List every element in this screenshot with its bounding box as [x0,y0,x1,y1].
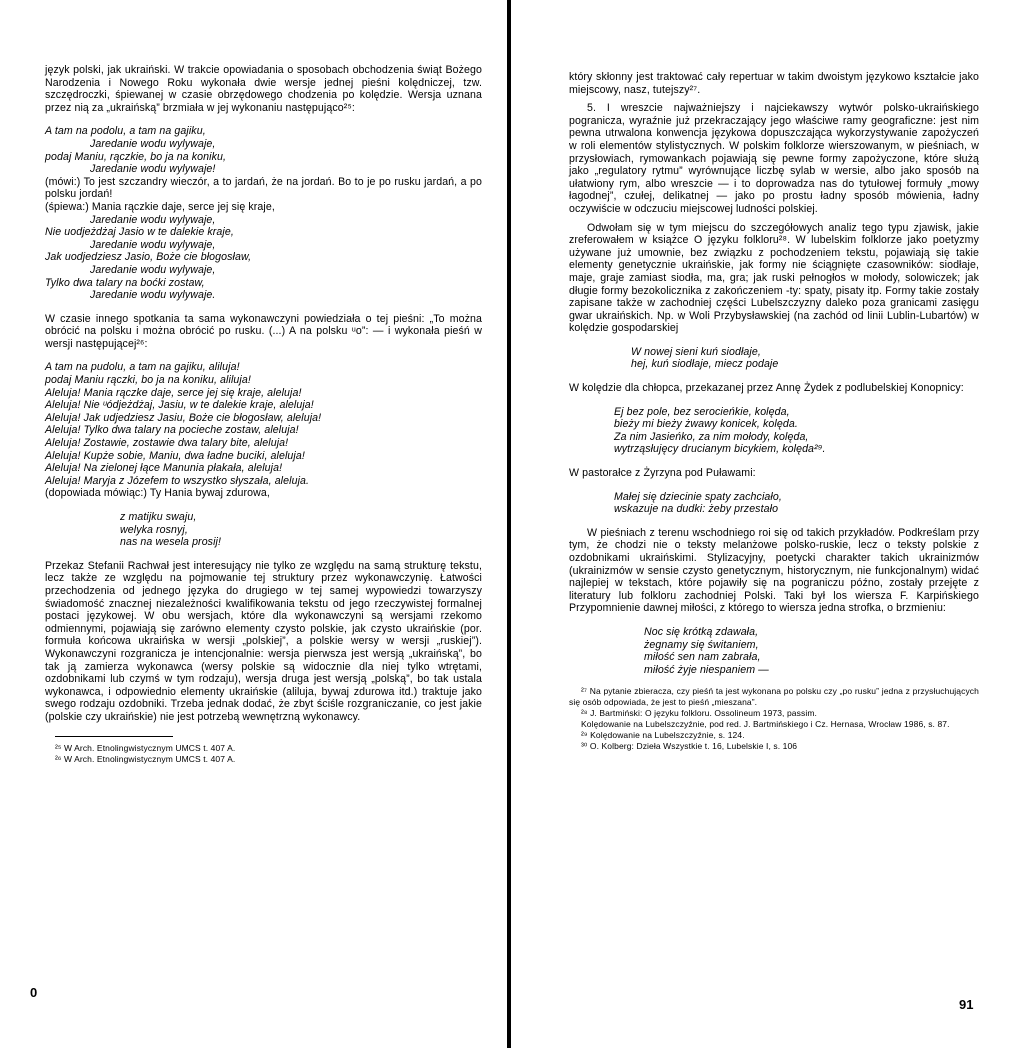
left-verse-2 [45,361,482,500]
left-footnotes [45,743,482,765]
footnote: Kolędowanie na Lubelszczyźnie, pod red. J. Bartmińskiego i Cz. Hernasa, Wrocław 1986, s. 87. [581,719,950,730]
right-verse-4 [569,626,979,676]
verse-line: Aleluja! Na zielonej łące Manunia płakała, aleluja! [45,462,283,475]
left-page [0,0,507,1048]
verse-line: Małej się dziecinie spaty zachciało, [614,490,782,503]
right-page [511,0,1024,1048]
right-paragraph-2: 5. I wreszcie najważniejszy i najciekawszy wytwór polsko-ukraińskiego pogranicza, wyraźnie już przekraczający jego właściwe ramy geograficzne: jest nim pewna utrwalona konwencja językowa dopuszczająca wykorzystywanie zapożyczeń w roli elementów stylistycznych. W polskim folklorze wierszowanym, w pieśniach, w przysłowiach, rymowankach pojawiają się pewne formy zapożyczone, które służą jako „regulatory rytmu” wyrównujące liczbę sylab w wersie, albo jako sposób na ułatwiony rym, albo wreszcie — i to doprowadza nas do tytułowej formuły „mowy łagodnej”, czułej, delikatnej — jako po prostu ładny sposób mówienia, ładny oczywiście w odczuciu miejscowej ludności polskiej. [569,102,979,215]
verse-spoken-line: (mówi:) To jest szczandry wieczór, a to jardań, że na jordań. Bo to je po rusku jardań, a po polsku jordań! [45,175,482,201]
left-paragraph-2: W czasie innego spotkania ta sama wykonawczyni powiedziała o tej pieśni: „To można obrócić na polsku i można obrócić po rusku. (...) A na polsku ᵘo”: — i wykonała pieśń w wersji następującej²⁶: [45,312,482,350]
verse-line: A tam na podolu, a tam na gajiku, [45,125,206,138]
verse-line: miłość żyje niespaniem — [644,663,769,676]
verse-line: bieży mi bieży żwawy konicek, kolęda. [614,418,798,431]
verse-line: Jak uodjedziesz Jasio, Boże cie błogosław, [45,251,252,264]
verse-line: A tam na pudolu, a tam na gajiku, aliluja! [45,361,240,374]
page-number: 91 [959,997,974,1012]
verse-line: (dopowiada mówiąc:) Ty Hania bywaj zdurowa, [45,487,270,500]
verse-line: z matijku swaju, [120,511,197,523]
left-verse-3 [45,511,482,549]
verse-line: wytrząsłujęcy drucianym bicykiem, kolęda²⁹. [614,443,826,456]
verse-line: Aleluja! Zostawie, zostawie dwa talary bite, aleluja! [45,437,289,450]
verse-line: Jaredanie wodu wylywaje. [90,289,216,302]
right-verse-1 [569,346,979,371]
verse-line: Aleluja! Maryja z Józefem to wszystko słyszała, aleluja. [45,474,310,487]
verse-line: podaj Maniu rączki, bo ja na koniku, aliluja! [45,374,251,387]
verse-line: Tylko dwa talary na boćki zostaw, [45,276,205,289]
left-paragraph-1: język polski, jak ukraiński. W trakcie opowiadania o sposobach obchodzenia świąt Bożego Narodzenia i Nowego Roku wykonała dwie wersje jednej pieśni kolędniczej, tzw. szczędroczki, śpiewanej w czasie obrzędowego chodzenia po kolędzie. Wersja uznana przez nią za „ukraińską” brzmiała w jej wykonaniu następująco²⁵: [45,64,482,114]
footnote: ²⁶ W Arch. Etnolingwistycznym UMCS t. 407 A. [55,753,236,764]
left-paragraph-3: Przekaz Stefanii Rachwał jest interesujący nie tylko ze względu na samą strukturę tekstu, lecz także ze względu na pojmowanie tej struktury przez wykonawczynię. Łatwości przechodzenia od jednego języka do drugiego w tej samej wypowiedzi towarzyszy świadomość znacznej niezależności kwalifikowania tekstu od jego rzeczywistej formalnej postaci językowej. W obu wersjach, które dla wykonawczyni są wersjami rzekomo odmiennymi, pojawiają się zarówno elementy czysto polskie, jak czysto ukraińskie (por. formuła końcowa ukraińska w wersji „polskiej”, a polskie wersy w wersji „ruskiej”). Wykonawczyni rozgranicza je intencjonalnie: wersja pierwsza jest wersją „ukraińską”, bo tak ją zamierza wykonawca (wersy polskie są widocznie dla niej tylko wtrętami, ozdobnikami lub czymś w tym rodzaju), wersja druga jest wersją „polską”, bo tak ustala wykonawca, i odpowiednio elementy ukraińskie (aliluja, bywaj zdurowa itd.) traktuje jako swego rodzaju ozdobniki. Trzeba jednak dodać, że zbyt ściśle rozgraniczanie, co jest jakie (polskie czy ukraińskie) nie jest potrzebą wewnętrzną wykonawcy. [45,559,482,723]
right-verse-2 [569,406,979,456]
left-text-column [45,64,482,765]
verse-line: Aleluja! Mania rączke daje, serce jej się kraje, aleluja! [45,386,302,399]
verse-line: Jaredanie wodu wylywaje! [90,163,216,176]
footnote: ³⁰ O. Kolberg: Dzieła Wszystkie t. 16, Lubelskie I, s. 106 [581,741,798,752]
verse-line: Jaredanie wodu wylywaje, [90,137,216,150]
right-verse-3 [569,491,979,516]
verse-line: Aleluja! Tylko dwa talary na pocieche zostaw, aleluja! [45,424,299,437]
footnote: ²⁸ J. Bartmiński: O języku folkloru. Ossolineum 1973, passim. [581,708,817,719]
verse-line: Jaredanie wodu wylywaje, [90,213,216,226]
right-footnotes [569,686,979,752]
right-paragraph-5: W pastorałce z Żyrzyna pod Puławami: [569,467,756,480]
right-paragraph-1: który skłonny jest traktować cały repertuar w takim dwoistym językowo kształcie jako miejscowy, nasz, tutejszy²⁷. [569,71,979,96]
verse-line: Za nim Jasieńko, za nim mołody, kolęda, [614,430,809,443]
verse-line: Jaredanie wodu wylywaje, [90,263,216,276]
verse-line: hej, kuń siodłaje, miecz podaje [631,358,779,371]
verse-line: żegnamy się świtaniem, [644,638,759,651]
page-number: 0 [30,985,38,1000]
right-text-column [569,71,979,752]
footnote: ²⁷ Na pytanie zbieracza, czy pieśń ta jest wykonana po polsku czy „po rusku” jedna z przysłuchujących się osób odpowiada, że jest to pieśń „mieszana”. [569,686,979,708]
footnote: ²⁹ Kolędowanie na Lubelszczyźnie, s. 124. [581,730,745,741]
verse-line: Ej bez pole, bez serocieńkie, kolęda, [614,405,790,418]
verse-line: Noc się krótką zdawała, [644,625,759,638]
footnote-rule [55,736,173,737]
verse-line: podaj Maniu, rączkie, bo ja na koniku, [45,150,227,163]
right-paragraph-4: W kolędzie dla chłopca, przekazanej przez Annę Żydek z podlubelskiej Konopnicy: [569,382,964,395]
footnote: ²⁵ W Arch. Etnolingwistycznym UMCS t. 407 A. [55,742,236,753]
verse-line: nas na wesela prosij! [120,536,222,549]
verse-line: Nie uodjeżdżaj Jasio w te dalekie kraje, [45,226,234,239]
verse-line: wskazuje na dudki: żeby przestało [614,503,779,516]
verse-line: W nowej sieni kuń siodłaje, [631,345,761,358]
verse-line: welyka rosnyj, [120,523,188,536]
verse-line: Aleluja! Kupże sobie, Maniu, dwa ładne buciki, aleluja! [45,449,305,462]
verse-line: Aleluja! Nie ᵘódjeżdżaj, Jasiu, w te dalekie kraje, aleluja! [45,399,314,412]
verse-line: Aleluja! Jak udjedziesz Jasiu, Boże cie błogosław, aleluja! [45,411,322,424]
right-paragraph-3: Odwołam się w tym miejscu do szczegółowych analiz tego typu zjawisk, jakie zreferowałem w książce O języku folkloru²⁸. W lubelskim folklorze jako poetyzmy używane już umownie, bez związku z pochodzeniem tekstu, pojawiają się takie elementy genetycznie ukraińskie, jak formy nie ściągnięte czasowników: siodłaje, maje, graje zamiast siodła, ma, gra; jak ruski pełnogłos w mołody, solowiczek; jak długie formy bezokolicznika z zakończeniem -ty: spaty, pisaty itp. Formy takie zostały zapisane także w zachodniej części Lubelszczyzny daleko poza granicami zasięgu gwar ukraińskich. Np. w Woli Przybysławskiej (na zachód od linii Lublin-Lubartów) w kolędzie gospodarskiej [569,221,979,335]
left-verse-1 [45,125,482,301]
verse-line: (śpiewa:) Mania rączkie daje, serce jej się kraje, [45,200,275,213]
right-paragraph-6: W pieśniach z terenu wschodniego roi się od takich przykładów. Podkreślam przy tym, że chodzi nie o teksty melanżowe polsko-ruskie, lecz o teksty polskie z ozdobnikami ukraińskimi. Stylizacyjny, poetycki charakter takich ukrainizmów (ukrainizmów w sensie czysto genetycznym, historycznym, nie funkcjonalnym) widać najlepiej w tekstach, które pojawiły się na pograniczu późno, zostały przejęte z literatury lub folkloru zachodniej Polski. Taki był los wiersza F. Karpińskiego Przypomnienie dawnej miłości, z którego to wiersza jedna strofka, o brzmieniu: [569,526,979,615]
verse-line: Jaredanie wodu wylywaje, [90,238,216,251]
verse-line: miłość sen nam zabrała, [644,651,761,664]
